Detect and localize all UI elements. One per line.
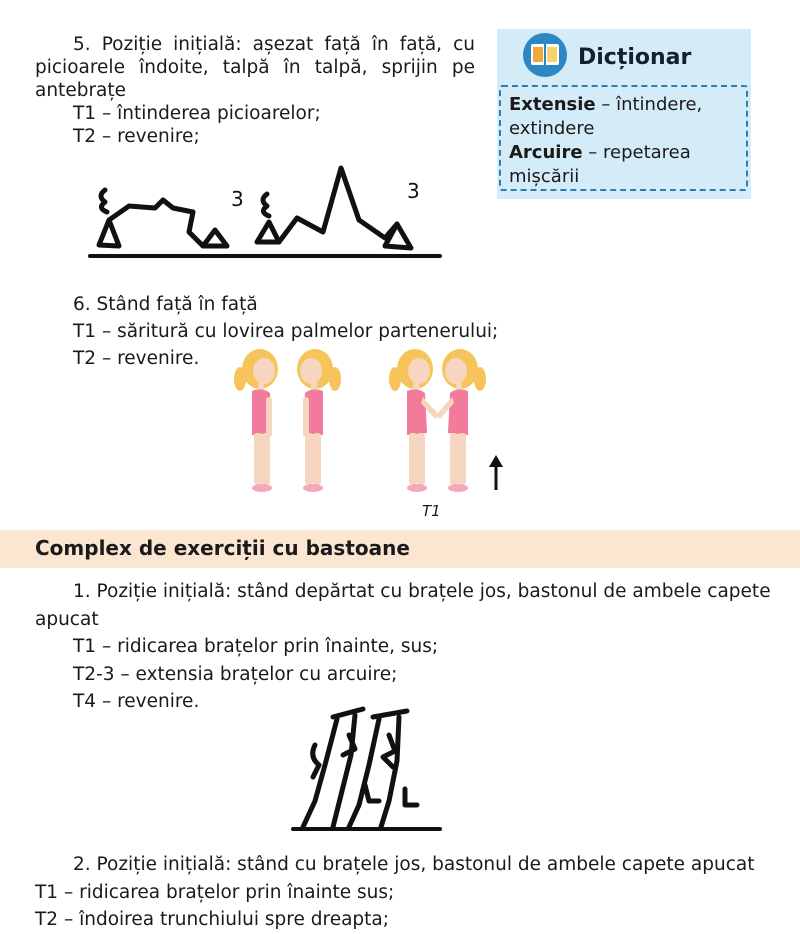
dictionary-term: Arcuire (509, 142, 583, 163)
exercise-5-intro: 5. Poziție inițială: așezat față în față, cu picioarele îndoite, talpă în talpă, sprijin pe antebrațe (35, 34, 475, 101)
exercise-6-illustration (230, 345, 520, 500)
exercise-5 (35, 33, 475, 148)
dictionary-entries (499, 85, 748, 191)
dictionary-term: Extensie (509, 94, 596, 115)
exercise-6-t1: T1 – săritură cu lovirea palmelor partenerului; (73, 321, 499, 342)
up-arrow-icon (489, 455, 503, 490)
exercise-6-intro: 6. Stând față în față (73, 294, 258, 315)
complex-2-t2: T2 – îndoirea trunchiului spre dreapta; (35, 909, 389, 930)
complex-exercise-2 (35, 851, 795, 934)
complex-1-t23: T2-3 – extensia brațelor cu arcuire; (73, 663, 398, 685)
exercise-5-t1: T1 – întinderea picioarelor; (73, 103, 321, 124)
section-heading: Complex de exerciții cu bastoane (35, 536, 410, 560)
exercise-5-sketch (85, 160, 445, 265)
girl-figure (389, 349, 439, 492)
complex-2-intro: 2. Poziție inițială: stând cu brațele jos, bastonul de ambele capete apucat (73, 854, 755, 875)
sketch-count: 3 (407, 179, 420, 203)
dictionary-entry-extensie (509, 93, 738, 141)
dictionary-definition: – întindere, extindere (509, 94, 703, 139)
complex-1-t1: T1 – ridicarea brațelor prin înainte, sus; (73, 636, 439, 657)
dictionary-title: Dicționar (578, 45, 692, 70)
girl-figure (436, 349, 486, 492)
complex-1-t4: T4 – revenire. (73, 691, 200, 712)
exercise-6-t2: T2 – revenire. (73, 348, 200, 369)
complex-exercise-1 (35, 578, 795, 716)
book-icon (520, 30, 570, 80)
stick-exercise-sketch (285, 705, 445, 835)
sketch-count: 3 (231, 187, 244, 211)
girl-figure (297, 349, 341, 492)
girl-figure (234, 349, 278, 492)
figure-label-t1: T1 (422, 502, 441, 520)
dictionary-definition: – repetarea mișcării (509, 142, 691, 187)
exercise-5-t2: T2 – revenire; (73, 126, 200, 147)
dictionary-entry-arcuire (509, 141, 738, 189)
complex-2-t1: T1 – ridicarea brațelor prin înainte sus; (35, 881, 395, 903)
complex-1-intro: 1. Poziție inițială: stând depărtat cu brațele jos, bastonul de ambele capete apucat (35, 581, 771, 630)
